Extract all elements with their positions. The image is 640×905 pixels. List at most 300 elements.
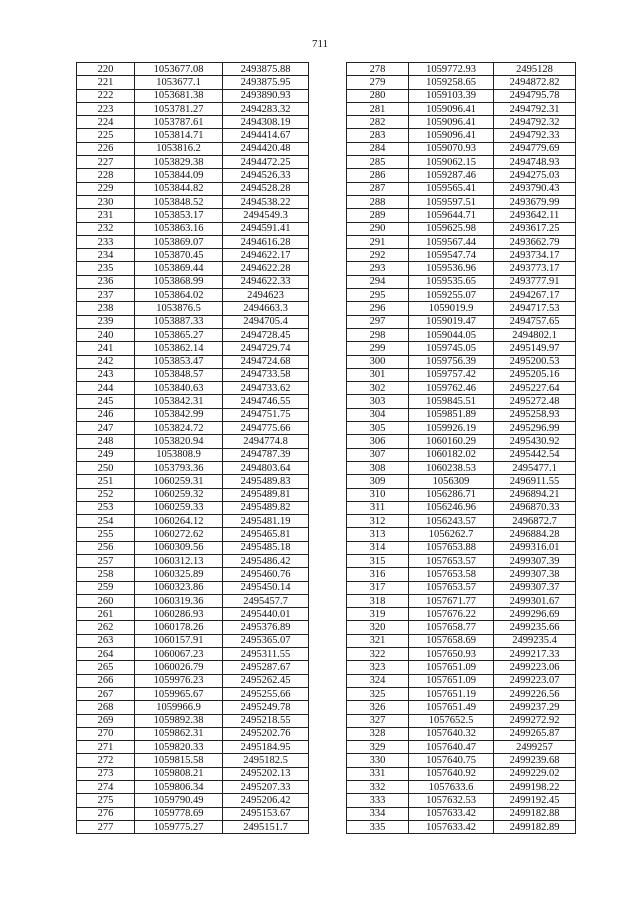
x-coordinate-cell: 1059070.93 [409,142,494,155]
y-coordinate-cell: 2494792.32 [494,116,576,129]
table-row [77,249,309,262]
y-coordinate-cell: 2495481.19 [223,515,309,528]
x-coordinate-cell: 1059851.89 [409,408,494,421]
point-number-cell: 280 [347,89,409,102]
table-row [77,488,309,501]
point-number-cell: 302 [347,382,409,395]
table-row [77,621,309,634]
table-row [347,767,576,780]
y-coordinate-cell: 2494622.17 [223,249,309,262]
y-coordinate-cell: 2495450.14 [223,581,309,594]
point-number-cell: 265 [77,661,135,674]
x-coordinate-cell: 1059775.27 [135,820,223,833]
y-coordinate-cell: 2495376.89 [223,621,309,634]
table-row [347,89,576,102]
x-coordinate-cell: 1053853.47 [135,355,223,368]
x-coordinate-cell: 1059845.51 [409,395,494,408]
table-row [347,63,576,76]
y-coordinate-cell: 2499198.22 [494,781,576,794]
coordinates-table-left [76,62,309,834]
y-coordinate-cell: 2499296.69 [494,608,576,621]
y-coordinate-cell: 2494729.74 [223,342,309,355]
y-coordinate-cell: 2499217.33 [494,648,576,661]
table-row [77,422,309,435]
table-row [77,581,309,594]
x-coordinate-cell: 1059062.15 [409,156,494,169]
point-number-cell: 292 [347,249,409,262]
x-coordinate-cell: 1059965.67 [135,687,223,700]
table-row [347,448,576,461]
point-number-cell: 313 [347,528,409,541]
table-row [77,235,309,248]
point-number-cell: 329 [347,741,409,754]
y-coordinate-cell: 2494774.8 [223,435,309,448]
x-coordinate-cell: 1059103.39 [409,89,494,102]
point-number-cell: 275 [77,794,135,807]
y-coordinate-cell: 2494787.39 [223,448,309,461]
table-row [347,515,576,528]
point-number-cell: 323 [347,661,409,674]
table-row [77,568,309,581]
table-row [347,209,576,222]
table-row [77,262,309,275]
point-number-cell: 291 [347,235,409,248]
y-coordinate-cell: 2499237.29 [494,701,576,714]
x-coordinate-cell: 1059567.44 [409,235,494,248]
y-coordinate-cell: 2494733.58 [223,368,309,381]
y-coordinate-cell: 2495258.93 [494,408,576,421]
point-number-cell: 306 [347,435,409,448]
y-coordinate-cell: 2494414.67 [223,129,309,142]
point-number-cell: 230 [77,195,135,208]
x-coordinate-cell: 1060259.32 [135,488,223,501]
y-coordinate-cell: 2495460.76 [223,568,309,581]
point-number-cell: 288 [347,195,409,208]
y-coordinate-cell: 2493642.11 [494,209,576,222]
point-number-cell: 318 [347,594,409,607]
point-number-cell: 286 [347,169,409,182]
y-coordinate-cell: 2499235.66 [494,621,576,634]
table-row [77,767,309,780]
table-row [347,368,576,381]
x-coordinate-cell: 1059762.46 [409,382,494,395]
table-row [77,674,309,687]
table-row [347,674,576,687]
x-coordinate-cell: 1057633.42 [409,820,494,833]
point-number-cell: 263 [77,634,135,647]
y-coordinate-cell: 2494746.55 [223,395,309,408]
point-number-cell: 312 [347,515,409,528]
table-row [347,475,576,488]
table-row [77,554,309,567]
x-coordinate-cell: 1053848.52 [135,195,223,208]
point-number-cell: 225 [77,129,135,142]
table-row [77,648,309,661]
y-coordinate-cell: 2495486.42 [223,554,309,567]
y-coordinate-cell: 2499301.67 [494,594,576,607]
x-coordinate-cell: 1059892.38 [135,714,223,727]
point-number-cell: 252 [77,488,135,501]
point-number-cell: 322 [347,648,409,661]
x-coordinate-cell: 1057650.93 [409,648,494,661]
table-row [77,209,309,222]
point-number-cell: 320 [347,621,409,634]
y-coordinate-cell: 2499223.06 [494,661,576,674]
point-number-cell: 234 [77,249,135,262]
x-coordinate-cell: 1053876.5 [135,302,223,315]
table-row [77,541,309,554]
y-coordinate-cell: 2495153.67 [223,807,309,820]
point-number-cell: 246 [77,408,135,421]
table-row [77,594,309,607]
point-number-cell: 253 [77,501,135,514]
table-row [347,461,576,474]
point-number-cell: 267 [77,687,135,700]
x-coordinate-cell: 1060259.33 [135,501,223,514]
point-number-cell: 250 [77,461,135,474]
point-number-cell: 237 [77,289,135,302]
table-row [347,781,576,794]
x-coordinate-cell: 1053840.63 [135,382,223,395]
table-row [347,395,576,408]
table-row [347,661,576,674]
table-row [77,142,309,155]
table-row [77,754,309,767]
table-row [347,76,576,89]
point-number-cell: 251 [77,475,135,488]
x-coordinate-cell: 1053844.82 [135,182,223,195]
point-number-cell: 328 [347,727,409,740]
table-row [347,422,576,435]
table-row [347,235,576,248]
x-coordinate-cell: 1053869.07 [135,235,223,248]
x-coordinate-cell: 1059757.42 [409,368,494,381]
point-number-cell: 324 [347,674,409,687]
y-coordinate-cell: 2494802.1 [494,328,576,341]
table-row [347,408,576,421]
point-number-cell: 233 [77,235,135,248]
point-number-cell: 223 [77,102,135,115]
table-row [77,222,309,235]
y-coordinate-cell: 2499265.87 [494,727,576,740]
point-number-cell: 264 [77,648,135,661]
point-number-cell: 242 [77,355,135,368]
table-row [77,741,309,754]
table-row [77,807,309,820]
point-number-cell: 245 [77,395,135,408]
y-coordinate-cell: 2495128 [494,63,576,76]
point-number-cell: 222 [77,89,135,102]
point-number-cell: 331 [347,767,409,780]
x-coordinate-cell: 1057640.92 [409,767,494,780]
x-coordinate-cell: 1057676.22 [409,608,494,621]
point-number-cell: 256 [77,541,135,554]
x-coordinate-cell: 1059772.93 [409,63,494,76]
table-row [347,262,576,275]
point-number-cell: 304 [347,408,409,421]
x-coordinate-cell: 1053816.2 [135,142,223,155]
y-coordinate-cell: 2494526.33 [223,169,309,182]
x-coordinate-cell: 1059926.19 [409,422,494,435]
x-coordinate-cell: 1059096.41 [409,116,494,129]
table-row [77,475,309,488]
table-row [77,714,309,727]
point-number-cell: 229 [77,182,135,195]
page-number: 711 [311,38,329,50]
table-row [347,608,576,621]
point-number-cell: 334 [347,807,409,820]
y-coordinate-cell: 2495485.18 [223,541,309,554]
point-number-cell: 278 [347,63,409,76]
x-coordinate-cell: 1057658.69 [409,634,494,647]
point-number-cell: 277 [77,820,135,833]
table-row [347,741,576,754]
y-coordinate-cell: 2499272.92 [494,714,576,727]
table-row [347,249,576,262]
x-coordinate-cell: 1060026.79 [135,661,223,674]
point-number-cell: 282 [347,116,409,129]
point-number-cell: 305 [347,422,409,435]
x-coordinate-cell: 1060272.62 [135,528,223,541]
x-coordinate-cell: 1059535.65 [409,275,494,288]
y-coordinate-cell: 2494792.31 [494,102,576,115]
x-coordinate-cell: 1059287.46 [409,169,494,182]
point-number-cell: 332 [347,781,409,794]
table-row [347,701,576,714]
y-coordinate-cell: 2495489.82 [223,501,309,514]
table-row [77,302,309,315]
x-coordinate-cell: 1059096.41 [409,129,494,142]
table-row [347,807,576,820]
coordinates-table-right [346,62,576,834]
x-coordinate-cell: 1053844.09 [135,169,223,182]
point-number-cell: 226 [77,142,135,155]
x-coordinate-cell: 1053863.16 [135,222,223,235]
point-number-cell: 289 [347,209,409,222]
x-coordinate-cell: 1056243.57 [409,515,494,528]
point-number-cell: 307 [347,448,409,461]
point-number-cell: 279 [347,76,409,89]
table-row [77,528,309,541]
x-coordinate-cell: 1059258.65 [409,76,494,89]
y-coordinate-cell: 2499182.89 [494,820,576,833]
table-row [77,408,309,421]
point-number-cell: 261 [77,608,135,621]
y-coordinate-cell: 2493777.91 [494,275,576,288]
y-coordinate-cell: 2494803.64 [223,461,309,474]
x-coordinate-cell: 1053862.14 [135,342,223,355]
y-coordinate-cell: 2495311.55 [223,648,309,661]
point-number-cell: 266 [77,674,135,687]
x-coordinate-cell: 1057651.09 [409,674,494,687]
point-number-cell: 228 [77,169,135,182]
x-coordinate-cell: 1059044.05 [409,328,494,341]
point-number-cell: 296 [347,302,409,315]
x-coordinate-cell: 1057651.09 [409,661,494,674]
x-coordinate-cell: 1053824.72 [135,422,223,435]
x-coordinate-cell: 1057651.19 [409,687,494,700]
y-coordinate-cell: 2493617.25 [494,222,576,235]
table-row [347,315,576,328]
y-coordinate-cell: 2494748.93 [494,156,576,169]
y-coordinate-cell: 2495262.45 [223,674,309,687]
y-coordinate-cell: 2493734.17 [494,249,576,262]
y-coordinate-cell: 2494275.03 [494,169,576,182]
table-row [347,727,576,740]
x-coordinate-cell: 1057632.53 [409,794,494,807]
x-coordinate-cell: 1053853.17 [135,209,223,222]
table-row [77,395,309,408]
table-row [347,501,576,514]
x-coordinate-cell: 1057653.58 [409,568,494,581]
y-coordinate-cell: 2493875.88 [223,63,309,76]
table-row [77,461,309,474]
y-coordinate-cell: 2499307.37 [494,581,576,594]
y-coordinate-cell: 2494308.19 [223,116,309,129]
x-coordinate-cell: 1057652.5 [409,714,494,727]
x-coordinate-cell: 1053787.61 [135,116,223,129]
y-coordinate-cell: 2494420.48 [223,142,309,155]
x-coordinate-cell: 1059625.98 [409,222,494,235]
point-number-cell: 248 [77,435,135,448]
table-row [347,621,576,634]
table-row [347,594,576,607]
point-number-cell: 260 [77,594,135,607]
point-number-cell: 335 [347,820,409,833]
table-row [347,435,576,448]
x-coordinate-cell: 1060178.26 [135,621,223,634]
x-coordinate-cell: 1057640.47 [409,741,494,754]
point-number-cell: 299 [347,342,409,355]
table-row [347,328,576,341]
point-number-cell: 231 [77,209,135,222]
y-coordinate-cell: 2495272.48 [494,395,576,408]
y-coordinate-cell: 2499316.01 [494,541,576,554]
x-coordinate-cell: 1060067.23 [135,648,223,661]
table-row [77,368,309,381]
x-coordinate-cell: 1060319.36 [135,594,223,607]
y-coordinate-cell: 2494728.45 [223,328,309,341]
point-number-cell: 316 [347,568,409,581]
table-row [77,76,309,89]
table-row [77,701,309,714]
y-coordinate-cell: 2494622.28 [223,262,309,275]
table-row [347,528,576,541]
y-coordinate-cell: 2495184.95 [223,741,309,754]
y-coordinate-cell: 2494623 [223,289,309,302]
y-coordinate-cell: 2494528.28 [223,182,309,195]
point-number-cell: 285 [347,156,409,169]
x-coordinate-cell: 1060312.13 [135,554,223,567]
y-coordinate-cell: 2495200.53 [494,355,576,368]
point-number-cell: 258 [77,568,135,581]
point-number-cell: 303 [347,395,409,408]
y-coordinate-cell: 2493790.43 [494,182,576,195]
table-row [77,448,309,461]
table-row [347,794,576,807]
x-coordinate-cell: 1057651.49 [409,701,494,714]
y-coordinate-cell: 2495206.42 [223,794,309,807]
y-coordinate-cell: 2495149.97 [494,342,576,355]
table-row [77,315,309,328]
table-row [77,515,309,528]
x-coordinate-cell: 1060309.56 [135,541,223,554]
table-row [77,328,309,341]
point-number-cell: 298 [347,328,409,341]
x-coordinate-cell: 1053848.57 [135,368,223,381]
point-number-cell: 333 [347,794,409,807]
y-coordinate-cell: 2495457.7 [223,594,309,607]
x-coordinate-cell: 1053870.45 [135,249,223,262]
point-number-cell: 300 [347,355,409,368]
table-row [77,501,309,514]
table-row [347,302,576,315]
x-coordinate-cell: 1059790.49 [135,794,223,807]
y-coordinate-cell: 2495151.7 [223,820,309,833]
table-row [77,355,309,368]
point-number-cell: 239 [77,315,135,328]
table-row [347,568,576,581]
table-row [347,275,576,288]
table-row [77,89,309,102]
point-number-cell: 255 [77,528,135,541]
x-coordinate-cell: 1059565.41 [409,182,494,195]
y-coordinate-cell: 2495296.99 [494,422,576,435]
x-coordinate-cell: 1060259.31 [135,475,223,488]
y-coordinate-cell: 2495207.33 [223,781,309,794]
y-coordinate-cell: 2493890.93 [223,89,309,102]
x-coordinate-cell: 1059778.69 [135,807,223,820]
y-coordinate-cell: 2495440.01 [223,608,309,621]
y-coordinate-cell: 2494663.3 [223,302,309,315]
y-coordinate-cell: 2494795.78 [494,89,576,102]
point-number-cell: 236 [77,275,135,288]
y-coordinate-cell: 2494757.65 [494,315,576,328]
table-row [77,794,309,807]
y-coordinate-cell: 2494591.41 [223,222,309,235]
x-coordinate-cell: 1057633.6 [409,781,494,794]
y-coordinate-cell: 2494267.17 [494,289,576,302]
point-number-cell: 232 [77,222,135,235]
x-coordinate-cell: 1053820.94 [135,435,223,448]
table-row [347,142,576,155]
y-coordinate-cell: 2495489.83 [223,475,309,488]
point-number-cell: 257 [77,554,135,567]
y-coordinate-cell: 2495477.1 [494,461,576,474]
y-coordinate-cell: 2495489.81 [223,488,309,501]
x-coordinate-cell: 1057653.88 [409,541,494,554]
x-coordinate-cell: 1053677.1 [135,76,223,89]
table-row [77,195,309,208]
point-number-cell: 268 [77,701,135,714]
point-number-cell: 249 [77,448,135,461]
table-row [347,382,576,395]
table-row [77,182,309,195]
y-coordinate-cell: 2493662.79 [494,235,576,248]
y-coordinate-cell: 2494472.25 [223,156,309,169]
y-coordinate-cell: 2499226.56 [494,687,576,700]
point-number-cell: 244 [77,382,135,395]
y-coordinate-cell: 2499307.38 [494,568,576,581]
y-coordinate-cell: 2494616.28 [223,235,309,248]
point-number-cell: 310 [347,488,409,501]
y-coordinate-cell: 2495430.92 [494,435,576,448]
point-number-cell: 269 [77,714,135,727]
table-row [347,648,576,661]
table-row [77,156,309,169]
x-coordinate-cell: 1060160.29 [409,435,494,448]
table-row [77,63,309,76]
